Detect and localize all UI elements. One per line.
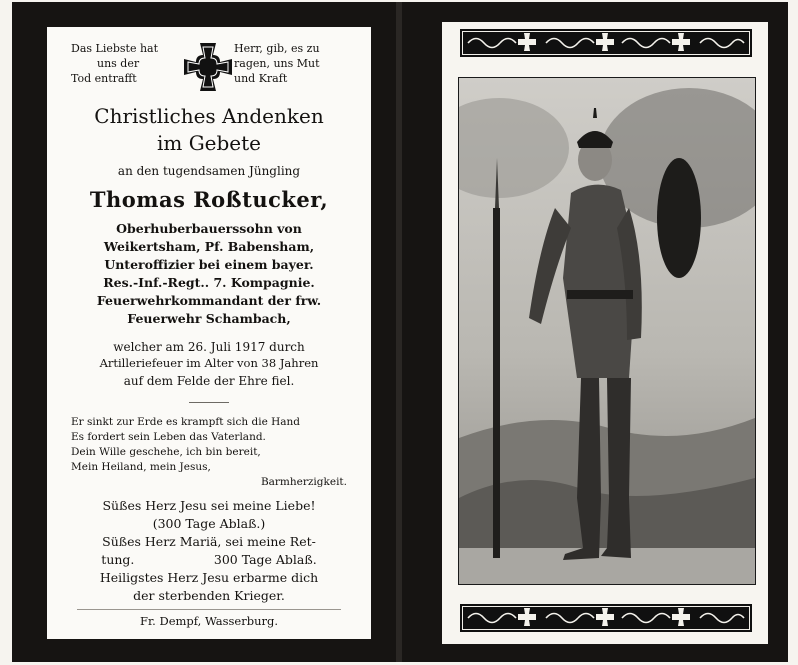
intro-line: an den tugendsamen Jüngling: [117, 164, 301, 178]
verse-right-line-3: und Kraft: [234, 72, 288, 85]
title-line-1: Christliches Andenken: [94, 104, 324, 128]
ornament-frieze-top: [460, 29, 752, 57]
prayer-line-6: der sterbenden Krieger.: [133, 588, 285, 603]
iron-cross-icon: [182, 41, 234, 93]
title-line-2: im Gebete: [156, 131, 262, 155]
prayer-line-5: Heiligstes Herz Jesu erbarme dich: [99, 570, 319, 585]
poem-line-4: Mein Heiland, mein Jesus,: [71, 461, 211, 473]
prayer-line-4: tung. 300 Tage Ablaß.: [101, 552, 317, 567]
bio-line-3: Unteroffizier bei einem bayer.: [104, 257, 314, 272]
verse-left-line-1: Das Liebste hat: [71, 42, 159, 55]
bio-line-4: Res.-Inf.-Regt.. 7. Kompagnie.: [103, 275, 315, 290]
bio-line-1: Oberhuberbauerssohn von: [116, 221, 302, 236]
verse-right-line-2: ragen, uns Mut: [234, 57, 320, 70]
prayer-line-3: Süßes Herz Mariä, sei meine Ret-: [102, 534, 316, 549]
death-line-1: welcher am 26. Juli 1917 durch: [113, 340, 305, 354]
soldier-portrait-photo: [458, 77, 756, 585]
poem-line-5: Barmherzigkeit.: [260, 476, 347, 488]
ornament-frieze-bottom: [460, 604, 752, 632]
poem-line-2: Es fordert sein Leben das Vaterland.: [71, 431, 266, 443]
bio-line-6: Feuerwehr Schambach,: [127, 311, 291, 326]
death-line-3: auf dem Felde der Ehre fiel.: [123, 374, 295, 388]
death-line-2: Artilleriefeuer im Alter von 38 Jahren: [99, 356, 319, 370]
verse-right-line-1: Herr, gib, es zu: [234, 42, 320, 55]
poem-line-1: Er sinkt zur Erde es krampft sich die Hand: [71, 416, 301, 428]
portrait-panel: [442, 22, 768, 644]
prayer-line-2: (300 Tage Ablaß.): [152, 516, 266, 531]
poem-line-3: Dein Wille geschehe, ich bin bereit,: [71, 446, 261, 458]
memorial-text-panel: [47, 27, 371, 639]
deceased-name: Thomas Roßtucker,: [89, 187, 329, 212]
divider: [189, 402, 229, 403]
printer-divider: [77, 609, 341, 610]
printer-credit: Fr. Dempf, Wasserburg.: [139, 614, 279, 628]
verse-left-line-3: Tod entrafft: [71, 72, 137, 85]
bio-line-5: Feuerwehrkommandant der frw.: [96, 293, 322, 308]
verse-left-line-2: uns der: [97, 57, 140, 70]
prayer-line-1: Süßes Herz Jesu sei meine Liebe!: [102, 498, 316, 513]
bio-line-2: Weikertsham, Pf. Babensham,: [103, 239, 315, 254]
